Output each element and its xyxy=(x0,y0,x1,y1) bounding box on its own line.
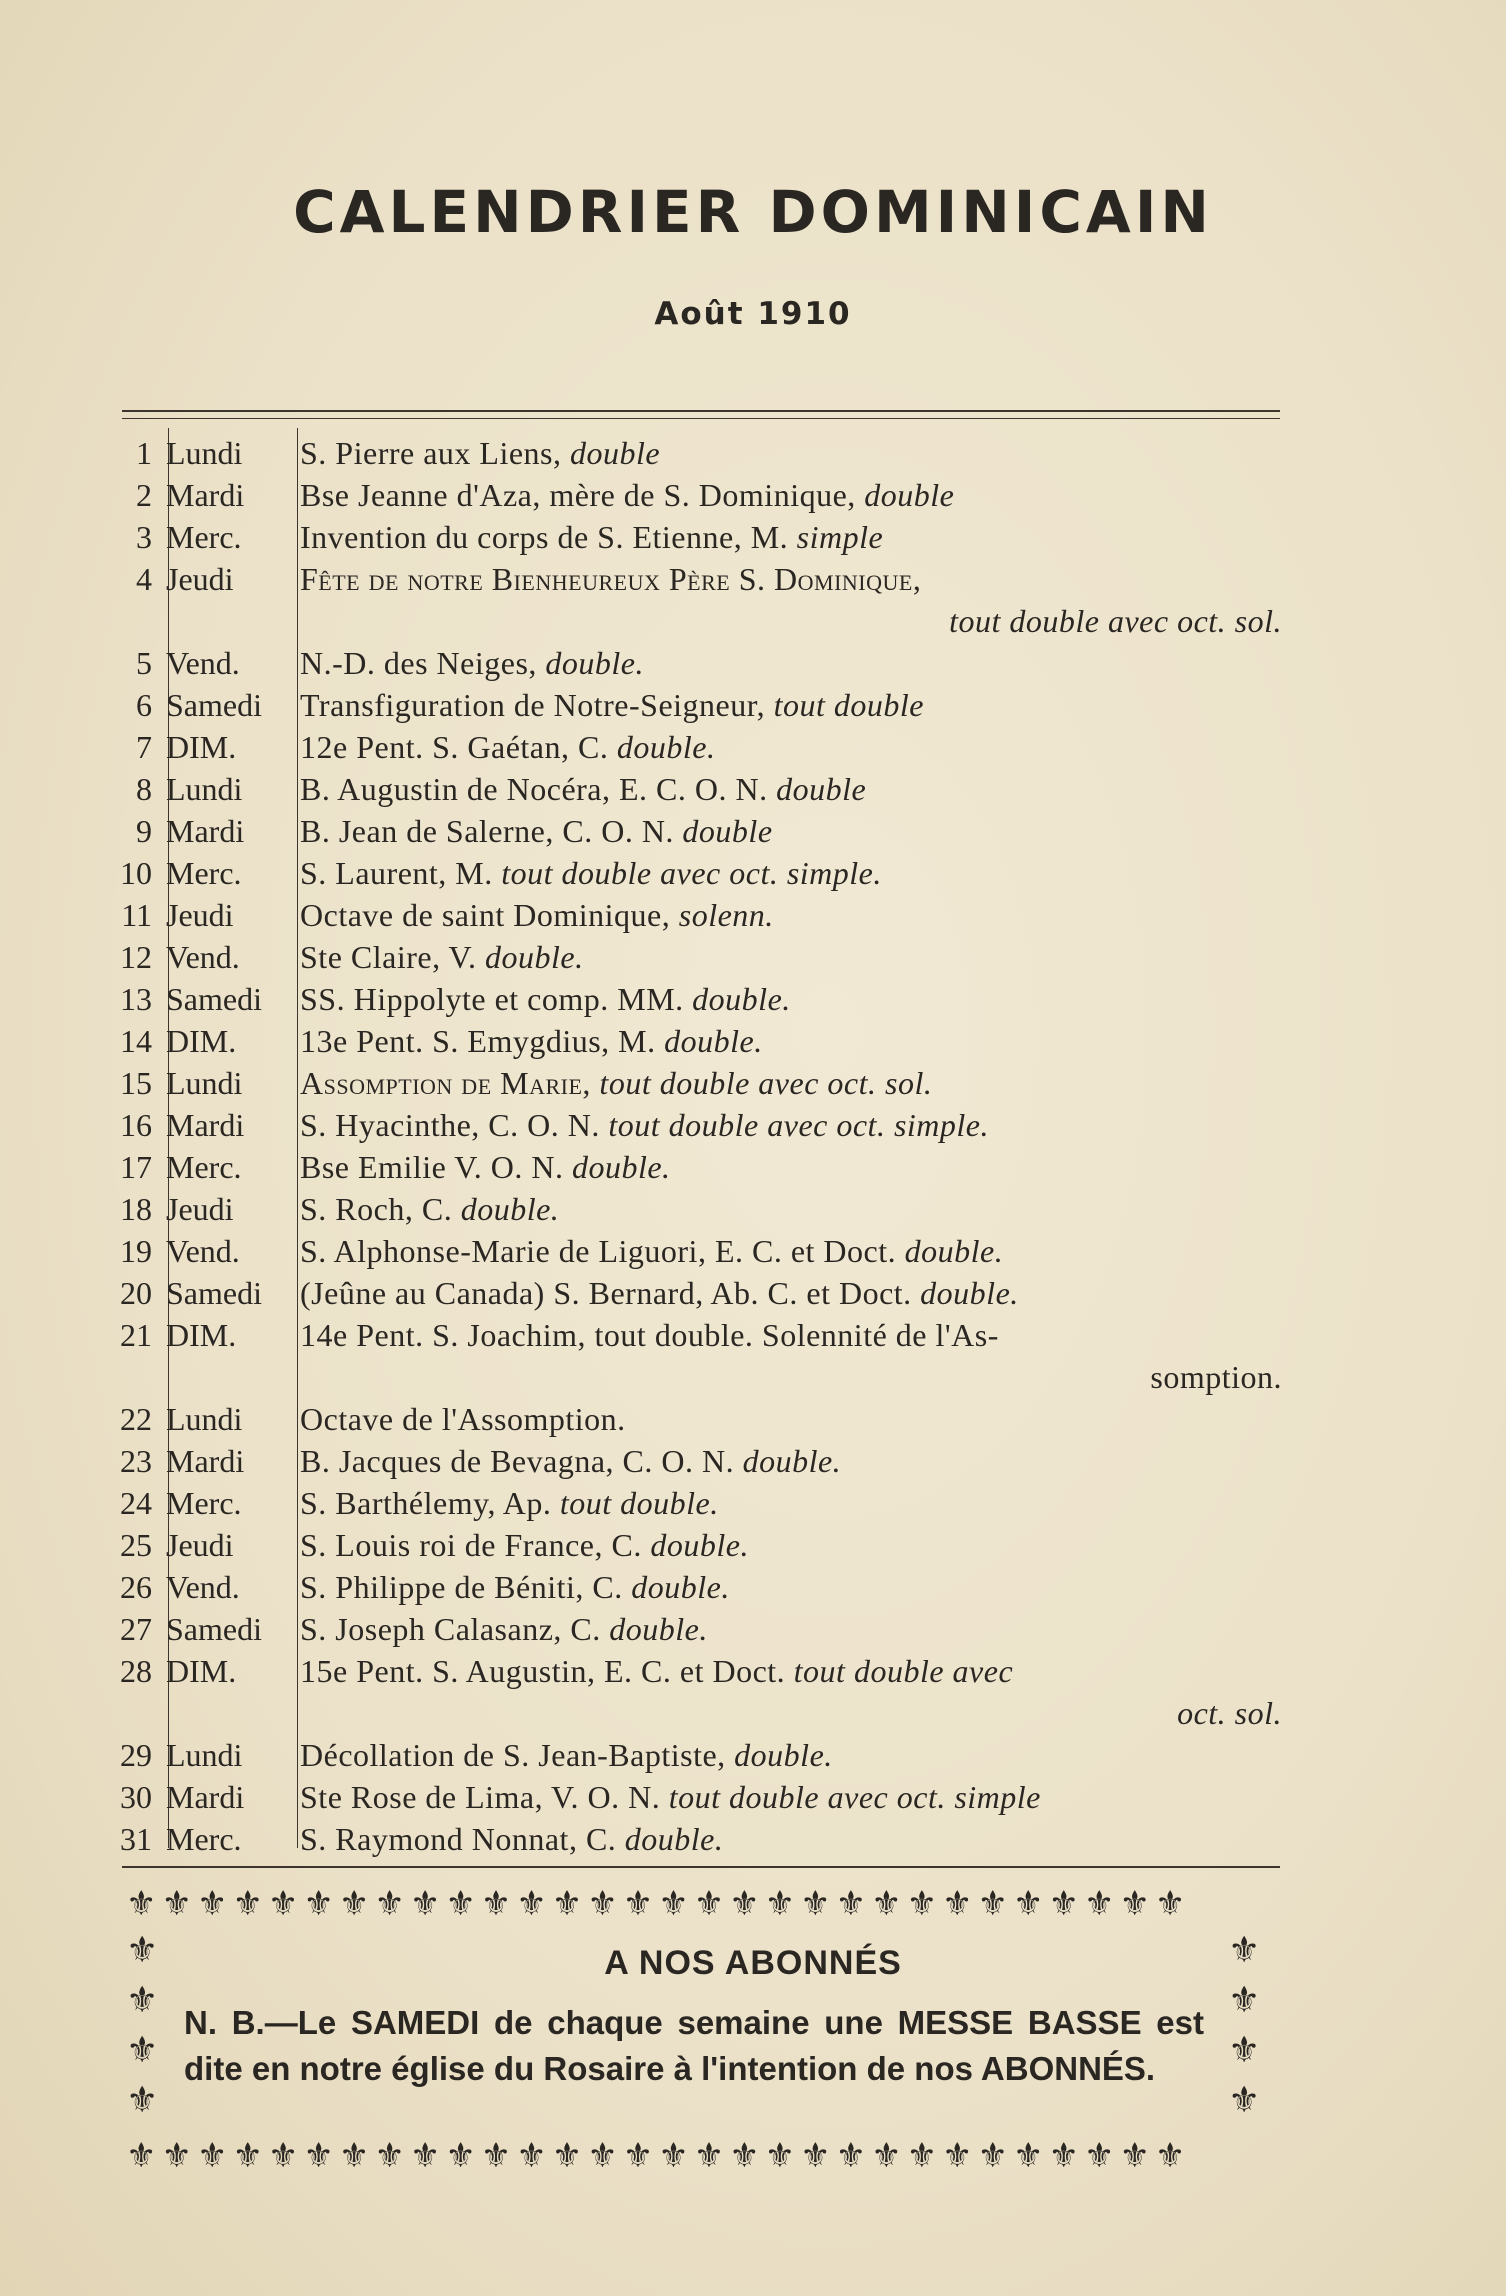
page-title: CALENDRIER DOMINICAIN xyxy=(293,178,1213,246)
calendar-row xyxy=(110,558,1282,642)
calendar-row xyxy=(110,474,1282,516)
day-number: 20 xyxy=(120,1275,152,1311)
bottom-rule xyxy=(122,1866,1280,1868)
weekday: Jeudi xyxy=(166,1191,234,1227)
fleur-de-lis-icon: ⚜ xyxy=(1228,1930,1261,1971)
feast-description xyxy=(292,474,1282,516)
feast-text: S. Louis roi de France, C. xyxy=(300,1527,651,1563)
weekday: Vend. xyxy=(166,645,240,681)
feast-text: B. Jacques de Bevagna, C. O. N. xyxy=(300,1443,743,1479)
weekday: Lundi xyxy=(166,1401,243,1437)
calendar-row xyxy=(110,726,1282,768)
calendar-table xyxy=(110,432,1282,1860)
feast-description xyxy=(292,1608,1282,1650)
weekday: Vend. xyxy=(166,939,240,975)
day-number: 13 xyxy=(120,981,152,1017)
day-number: 5 xyxy=(136,645,152,681)
day-number: 29 xyxy=(120,1737,152,1773)
feast-rank: double. xyxy=(920,1275,1019,1311)
calendar-row xyxy=(110,1608,1282,1650)
weekday: Samedi xyxy=(166,981,262,1017)
calendar-row xyxy=(110,1482,1282,1524)
weekday: Merc. xyxy=(166,519,242,555)
calendar-row xyxy=(110,1230,1282,1272)
weekday: Merc. xyxy=(166,1485,242,1521)
calendar-row xyxy=(110,852,1282,894)
fleur-de-lis-icon: ⚜ xyxy=(1228,1980,1261,2021)
feast-text: S. Laurent, M. xyxy=(300,855,502,891)
feast-text: B. Jean de Salerne, C. O. N. xyxy=(300,813,683,849)
feast-description xyxy=(292,1398,1282,1440)
feast-description xyxy=(292,936,1282,978)
weekday: DIM. xyxy=(166,1317,237,1353)
feast-rank: tout double. xyxy=(559,1485,719,1521)
feast-rank: double. xyxy=(650,1527,749,1563)
calendar-row xyxy=(110,1440,1282,1482)
day-number: 26 xyxy=(120,1569,152,1605)
weekday: Mardi xyxy=(166,1443,245,1479)
feast-description xyxy=(292,1818,1282,1860)
fleur-de-lis-icon: ⚜ xyxy=(126,2080,159,2121)
feast-rank: tout double avec oct. simple. xyxy=(501,855,882,891)
calendar-row xyxy=(110,810,1282,852)
calendar-row xyxy=(110,432,1282,474)
weekday: Mardi xyxy=(166,477,245,513)
weekday: Merc. xyxy=(166,1821,242,1857)
weekday: Lundi xyxy=(166,1737,243,1773)
fleur-de-lis-icon: ⚜ xyxy=(126,2030,159,2071)
calendar-row xyxy=(110,1020,1282,1062)
calendar-row xyxy=(110,1734,1282,1776)
calendar-row xyxy=(110,1104,1282,1146)
weekday: DIM. xyxy=(166,1023,237,1059)
feast-rank: tout double avec oct. simple. xyxy=(608,1107,989,1143)
weekday: Samedi xyxy=(166,1275,262,1311)
feast-rank: double. xyxy=(609,1611,708,1647)
weekday: DIM. xyxy=(166,1653,237,1689)
calendar-row xyxy=(110,978,1282,1020)
calendar-row xyxy=(110,642,1282,684)
day-number: 1 xyxy=(136,435,152,471)
feast-rank: double. xyxy=(904,1233,1004,1269)
calendar-row xyxy=(110,1818,1282,1860)
day-number: 4 xyxy=(136,561,152,597)
feast-text: Transfiguration de Notre-Seigneur, xyxy=(300,687,774,723)
day-number: 3 xyxy=(136,519,152,555)
calendar-row xyxy=(110,1398,1282,1440)
abonnes-notice: N. B.—Le SAMEDI de chaque semaine une MESSE BASSE est dite en notre église du Rosaire à l'intention de nos ABONNÉS. xyxy=(184,2004,1204,2087)
feast-description xyxy=(292,1734,1282,1776)
feast-description xyxy=(292,768,1282,810)
feast-description xyxy=(292,1524,1282,1566)
calendar-row xyxy=(110,894,1282,936)
fleur-de-lis-icon: ⚜ xyxy=(1228,2030,1261,2071)
feast-description xyxy=(292,1650,1282,1734)
abonnes-heading: A NOS ABONNÉS xyxy=(604,1944,902,1982)
calendar-row xyxy=(110,1272,1282,1314)
day-number: 9 xyxy=(136,813,152,849)
top-rule xyxy=(122,410,1280,412)
feast-continuation: tout double avec oct. sol. xyxy=(949,603,1282,639)
calendar-row xyxy=(110,1188,1282,1230)
feast-description xyxy=(292,432,1282,474)
feast-description xyxy=(292,1062,1282,1104)
feast-text: Décollation de S. Jean-Baptiste, xyxy=(300,1737,735,1773)
day-number: 17 xyxy=(120,1149,152,1185)
feast-text: Assomption de Marie, xyxy=(300,1065,600,1101)
feast-text: S. Pierre aux Liens, xyxy=(300,435,570,471)
calendar-row xyxy=(110,684,1282,726)
feast-text: S. Hyacinthe, C. O. N. xyxy=(300,1107,609,1143)
calendar-row xyxy=(110,1566,1282,1608)
feast-rank: double. xyxy=(734,1737,833,1773)
weekday: Vend. xyxy=(166,1569,240,1605)
feast-text: Octave de l'Assomption. xyxy=(300,1401,626,1437)
feast-description xyxy=(292,978,1282,1020)
weekday: Jeudi xyxy=(166,1527,234,1563)
day-number: 16 xyxy=(120,1107,152,1143)
feast-description xyxy=(292,852,1282,894)
feast-rank: double. xyxy=(624,1821,724,1857)
feast-description xyxy=(292,684,1282,726)
feast-text: S. Philippe de Béniti, C. xyxy=(300,1569,632,1605)
feast-text: Bse Emilie V. O. N. xyxy=(300,1149,572,1185)
weekday: Lundi xyxy=(166,1065,243,1101)
feast-rank: double. xyxy=(631,1569,730,1605)
feast-description xyxy=(292,1314,1282,1398)
day-number: 10 xyxy=(120,855,152,891)
day-number: 8 xyxy=(136,771,152,807)
weekday: Samedi xyxy=(166,1611,262,1647)
day-number: 14 xyxy=(120,1023,152,1059)
feast-description xyxy=(292,1566,1282,1608)
feast-rank: double. xyxy=(664,1023,763,1059)
feast-rank: double. xyxy=(616,729,716,765)
feast-rank: double xyxy=(570,435,661,471)
feast-text: Ste Claire, V. xyxy=(300,939,485,975)
day-number: 12 xyxy=(120,939,152,975)
feast-description xyxy=(292,1146,1282,1188)
day-number: 21 xyxy=(120,1317,152,1353)
feast-rank: double xyxy=(776,771,867,807)
feast-description xyxy=(292,1776,1282,1818)
weekday: Merc. xyxy=(166,1149,242,1185)
fleur-de-lis-border-bottom-icon: ⚜⚜⚜⚜⚜⚜⚜⚜⚜⚜⚜⚜⚜⚜⚜⚜⚜⚜⚜⚜⚜⚜⚜⚜⚜⚜⚜⚜⚜⚜ xyxy=(126,2136,1191,2176)
feast-rank: double. xyxy=(460,1191,560,1227)
feast-rank: double. xyxy=(742,1443,842,1479)
weekday: DIM. xyxy=(166,729,237,765)
day-number: 25 xyxy=(120,1527,152,1563)
calendar-row xyxy=(110,768,1282,810)
feast-text: Octave de saint Dominique, xyxy=(300,897,679,933)
feast-description xyxy=(292,1104,1282,1146)
day-number: 15 xyxy=(120,1065,152,1101)
calendar-row xyxy=(110,1314,1282,1398)
fleur-de-lis-icon: ⚜ xyxy=(1228,2080,1261,2121)
feast-rank: double xyxy=(682,813,773,849)
day-number: 31 xyxy=(120,1821,152,1857)
feast-text: 12e Pent. S. Gaétan, C. xyxy=(300,729,617,765)
feast-text: Invention du corps de S. Etienne, M. xyxy=(300,519,797,555)
feast-description xyxy=(292,810,1282,852)
day-number: 27 xyxy=(120,1611,152,1647)
day-number: 18 xyxy=(120,1191,152,1227)
feast-text: (Jeûne au Canada) S. Bernard, Ab. C. et Doct. xyxy=(300,1275,921,1311)
feast-rank: tout double avec oct. sol. xyxy=(599,1065,933,1101)
weekday: Samedi xyxy=(166,687,262,723)
month-subtitle: Août 1910 xyxy=(654,296,852,332)
day-number: 7 xyxy=(136,729,152,765)
feast-description xyxy=(292,558,1282,642)
feast-text: SS. Hippolyte et comp. MM. xyxy=(300,981,693,1017)
fleur-de-lis-icon: ⚜ xyxy=(126,1930,159,1971)
day-number: 28 xyxy=(120,1653,152,1689)
feast-rank: double. xyxy=(692,981,791,1017)
feast-text: Ste Rose de Lima, V. O. N. xyxy=(300,1779,669,1815)
day-number: 2 xyxy=(136,477,152,513)
calendar-row xyxy=(110,516,1282,558)
weekday: Mardi xyxy=(166,813,245,849)
weekday: Lundi xyxy=(166,771,243,807)
calendar-row xyxy=(110,1062,1282,1104)
feast-rank: tout double avec oct. simple xyxy=(668,1779,1041,1815)
day-number: 23 xyxy=(120,1443,152,1479)
feast-continuation: somption. xyxy=(1150,1359,1282,1395)
feast-text: S. Raymond Nonnat, C. xyxy=(300,1821,625,1857)
feast-text: Bse Jeanne d'Aza, mère de S. Dominique, xyxy=(300,477,865,513)
weekday: Vend. xyxy=(166,1233,240,1269)
day-number: 19 xyxy=(120,1233,152,1269)
calendar-row xyxy=(110,1650,1282,1734)
feast-text: N.-D. des Neiges, xyxy=(300,645,546,681)
feast-rank: tout double xyxy=(773,687,924,723)
weekday: Merc. xyxy=(166,855,242,891)
feast-rank: double. xyxy=(571,1149,671,1185)
feast-rank: simple xyxy=(796,519,884,555)
feast-text: 14e Pent. S. Joachim, tout double. Solennité de l'As- xyxy=(300,1317,999,1353)
feast-text: S. Alphonse-Marie de Liguori, E. C. et Doct. xyxy=(300,1233,905,1269)
feast-description xyxy=(292,1230,1282,1272)
feast-description xyxy=(292,642,1282,684)
feast-description xyxy=(292,1482,1282,1524)
day-number: 30 xyxy=(120,1779,152,1815)
feast-text: 15e Pent. S. Augustin, E. C. et Doct. xyxy=(300,1653,794,1689)
top-rule-thin xyxy=(122,418,1280,419)
day-number: 11 xyxy=(121,897,152,933)
feast-text: S. Joseph Calasanz, C. xyxy=(300,1611,610,1647)
feast-text: S. Barthélemy, Ap. xyxy=(300,1485,560,1521)
feast-text: B. Augustin de Nocéra, E. C. O. N. xyxy=(300,771,777,807)
weekday: Mardi xyxy=(166,1779,245,1815)
day-number: 22 xyxy=(120,1401,152,1437)
feast-rank: double. xyxy=(484,939,584,975)
weekday: Jeudi xyxy=(166,897,234,933)
feast-description xyxy=(292,726,1282,768)
day-number: 24 xyxy=(120,1485,152,1521)
calendar-row xyxy=(110,1776,1282,1818)
feast-rank: solenn. xyxy=(678,897,774,933)
day-number: 6 xyxy=(136,687,152,723)
feast-description xyxy=(292,894,1282,936)
feast-description xyxy=(292,1020,1282,1062)
calendar-row xyxy=(110,1146,1282,1188)
feast-description xyxy=(292,1440,1282,1482)
feast-rank: tout double avec xyxy=(793,1653,1014,1689)
feast-rank: double. xyxy=(545,645,644,681)
feast-rank: double xyxy=(864,477,955,513)
feast-text: S. Roch, C. xyxy=(300,1191,461,1227)
fleur-de-lis-border-top-icon: ⚜⚜⚜⚜⚜⚜⚜⚜⚜⚜⚜⚜⚜⚜⚜⚜⚜⚜⚜⚜⚜⚜⚜⚜⚜⚜⚜⚜⚜⚜ xyxy=(126,1884,1191,1924)
weekday: Jeudi xyxy=(166,561,234,597)
calendar-row xyxy=(110,936,1282,978)
weekday: Lundi xyxy=(166,435,243,471)
feast-text: Fête de notre Bienheureux Père S. Dominique, xyxy=(300,561,922,597)
calendar-row xyxy=(110,1524,1282,1566)
feast-description xyxy=(292,1188,1282,1230)
weekday: Mardi xyxy=(166,1107,245,1143)
feast-text: 13e Pent. S. Emygdius, M. xyxy=(300,1023,665,1059)
fleur-de-lis-icon: ⚜ xyxy=(126,1980,159,2021)
feast-description xyxy=(292,1272,1282,1314)
feast-continuation: oct. sol. xyxy=(1177,1695,1282,1731)
feast-description xyxy=(292,516,1282,558)
